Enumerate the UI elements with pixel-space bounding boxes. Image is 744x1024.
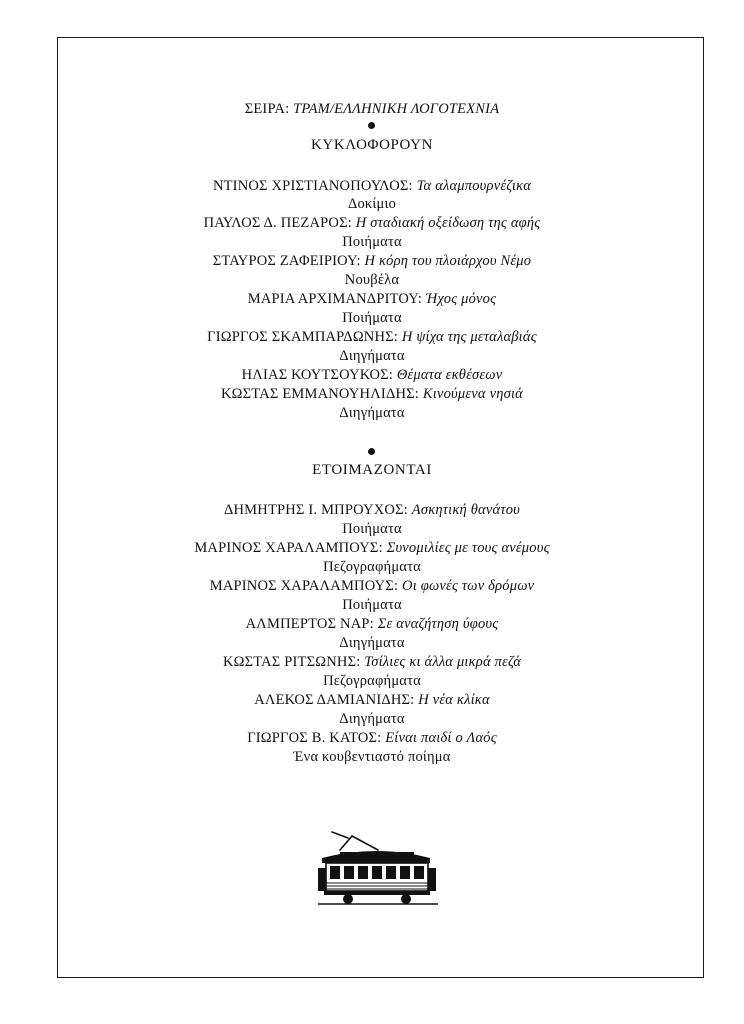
- book-genre: Ένα κουβεντιαστό ποίημα: [293, 749, 451, 765]
- book-entry: [0, 366, 744, 384]
- book-author: ΜΑΡΙΑ ΑΡΧΙΜΑΝΔΡΙΤΟΥ:: [247, 291, 422, 307]
- book-entry: [0, 385, 744, 403]
- book-title: Η σταδιακή οξείδωση της αφής: [355, 215, 541, 231]
- book-author: ΓΙΩΡΓΟΣ Β. ΚΑΤΟΣ:: [247, 730, 382, 746]
- book-title: Τα αλαμπουρνέζικα: [416, 178, 532, 194]
- book-entry: [0, 653, 744, 671]
- book-genre: Διηγήματα: [339, 348, 405, 364]
- book-genre: Πεζογραφήματα: [323, 559, 421, 575]
- book-genre: Διηγήματα: [339, 711, 405, 727]
- book-author: ΚΩΣΤΑΣ ΕΜΜΑΝΟΥΗΛΙΔΗΣ:: [221, 386, 420, 402]
- series-name: ΤΡΑΜ/ΕΛΛΗΝΙΚΗ ΛΟΓΟΤΕΧΝΙΑ: [293, 101, 500, 117]
- series-line: [0, 100, 744, 118]
- book-author: ΔΗΜΗΤΡΗΣ Ι. ΜΠΡΟΥΧΟΣ:: [223, 502, 408, 518]
- book-genre: Ποιήματα: [342, 521, 402, 537]
- bullet-dot: [368, 122, 375, 129]
- book-entry: [0, 214, 744, 232]
- book-entry: [0, 729, 744, 747]
- book-author: ΚΩΣΤΑΣ ΡΙΤΣΩΝΗΣ:: [222, 654, 361, 670]
- book-author: ΝΤΙΝΟΣ ΧΡΙΣΤΙΑΝΟΠΟΥΛΟΣ:: [212, 178, 413, 194]
- series-label: ΣΕΙΡΑ:: [244, 101, 290, 117]
- book-title: Ασκητική θανάτου: [411, 502, 521, 518]
- book-entry: [0, 252, 744, 270]
- book-genre: Ποιήματα: [342, 234, 402, 250]
- book-author: ΠΑΥΛΟΣ Δ. ΠΕΖΑΡΟΣ:: [203, 215, 352, 231]
- book-title: Η ψίχα της μεταλαβιάς: [401, 329, 537, 345]
- book-author: ΗΛΙΑΣ ΚΟΥΤΣΟΥΚΟΣ:: [241, 367, 393, 383]
- book-author: ΜΑΡΙΝΟΣ ΧΑΡΑΛΑΜΠΟΥΣ:: [194, 540, 383, 556]
- book-author: ΑΛΕΚΟΣ ΔΑΜΙΑΝΙΔΗΣ:: [254, 692, 415, 708]
- book-entry: [0, 177, 744, 195]
- book-entry: [0, 290, 744, 308]
- book-entry: [0, 539, 744, 557]
- book-title: Θέματα εκθέσεων: [396, 367, 503, 383]
- book-genre: Δοκίμιο: [347, 196, 397, 212]
- book-author: ΜΑΡΙΝΟΣ ΧΑΡΑΛΑΜΠΟΥΣ:: [209, 578, 399, 594]
- book-title: Ήχος μόνος: [425, 291, 497, 307]
- book-entry: [0, 577, 744, 595]
- book-entry: [0, 615, 744, 633]
- book-author: ΣΤΑΥΡΟΣ ΖΑΦΕΙΡΙΟΥ:: [212, 253, 361, 269]
- book-title: Η νέα κλίκα: [418, 692, 490, 708]
- published-heading: ΚΥΚΛΟΦΟΡΟΥΝ: [310, 137, 434, 153]
- book-author: ΓΙΩΡΓΟΣ ΣΚΑΜΠΑΡΔΩΝΗΣ:: [207, 329, 399, 345]
- book-genre: Νουβέλα: [344, 272, 400, 288]
- book-entry: [0, 501, 744, 519]
- book-title: Η κόρη του πλοιάρχου Νέμο: [364, 253, 532, 269]
- book-title: Σε αναζήτηση ύφους: [377, 616, 499, 632]
- book-author: ΑΛΜΠΕΡΤΟΣ ΝΑΡ:: [245, 616, 374, 632]
- book-genre: Διηγήματα: [339, 635, 405, 651]
- book-entry: [0, 691, 744, 709]
- book-title: Τσίλιες κι άλλα μικρά πεζά: [364, 654, 522, 670]
- book-title: Είναι παιδί ο Λαός: [385, 730, 497, 746]
- book-genre: Πεζογραφήματα: [323, 673, 421, 689]
- book-title: Οι φωνές των δρόμων: [402, 578, 535, 594]
- book-genre: Ποιήματα: [342, 310, 402, 326]
- book-genre: Ποιήματα: [342, 597, 402, 613]
- book-genre: Διηγήματα: [339, 405, 405, 421]
- tram-icon: [318, 828, 438, 906]
- upcoming-heading: ΕΤΟΙΜΑΖΟΝΤΑΙ: [312, 462, 432, 478]
- book-title: Συνομιλίες με τους ανέμους: [386, 540, 550, 556]
- bullet-dot: [368, 448, 375, 455]
- book-entry: [0, 328, 744, 346]
- book-title: Κινούμενα νησιά: [422, 386, 523, 402]
